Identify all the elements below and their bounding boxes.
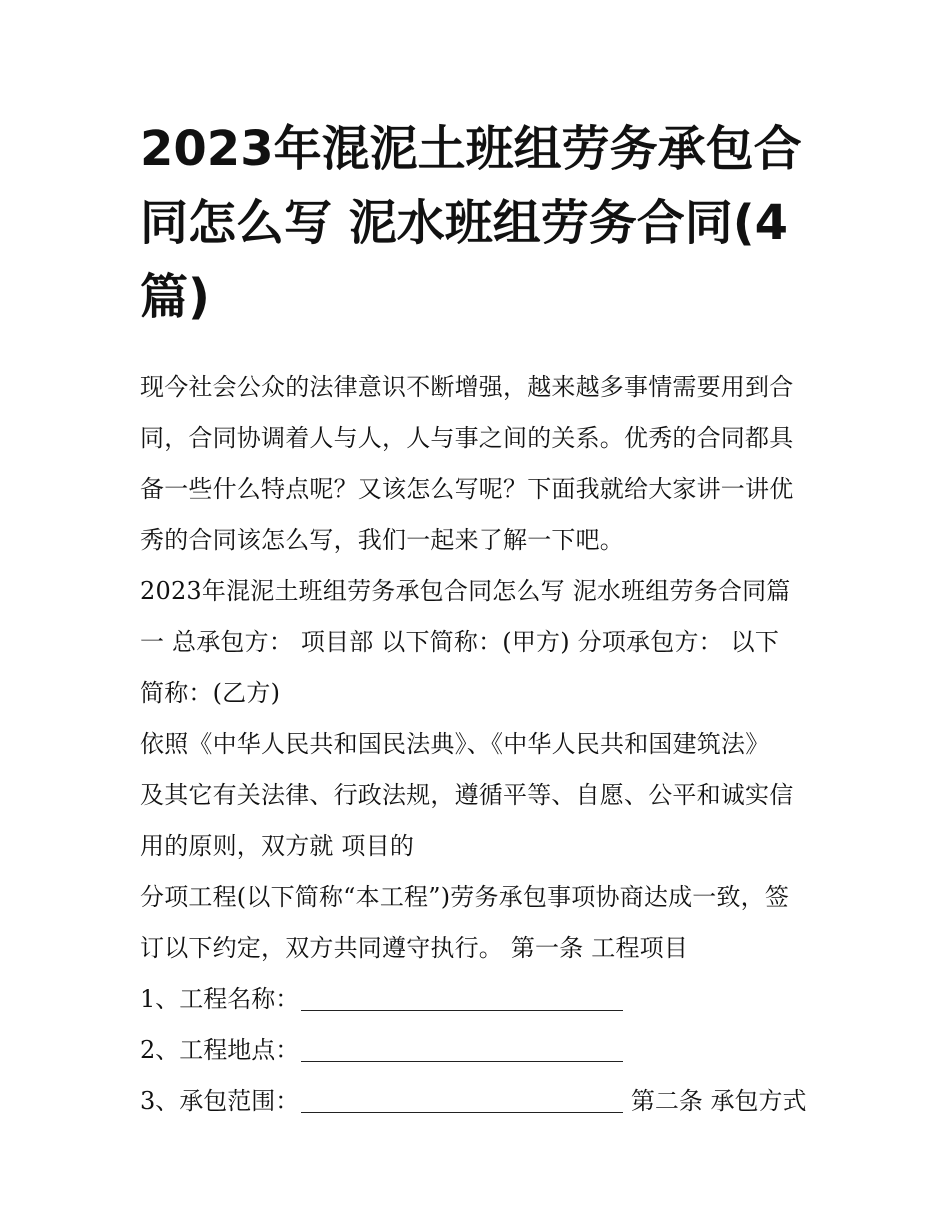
- fill-in-blank: [301, 1086, 623, 1113]
- contract-heading-line: 简称：(乙方): [140, 679, 281, 707]
- fill-in-blank: [301, 1035, 623, 1062]
- legal-basis-line: 用的原则，双方就 项目的: [140, 832, 415, 860]
- intro-line: 现今社会公众的法律意识不断增强，越来越多事情需要用到合: [140, 373, 794, 401]
- intro-line: 备一些什么特点呢？又该怎么写呢？下面我就给大家讲一讲优: [140, 475, 794, 503]
- document-title: [140, 112, 815, 334]
- agreement-line: 分项工程(以下简称“本工程”)劳务承包事项协商达成一致，签: [140, 883, 790, 911]
- project-name-field: [140, 974, 815, 1025]
- legal-basis-paragraph: [140, 719, 815, 872]
- field-label: 1、工程名称：: [140, 985, 300, 1013]
- field-label: 2、工程地点：: [140, 1036, 300, 1064]
- contract-scope-field: [140, 1076, 815, 1127]
- title-line: 同怎么写 泥水班组劳务合同(4: [140, 195, 789, 251]
- legal-basis-line: 及其它有关法律、行政法规，遵循平等、自愿、公平和诚实信: [140, 781, 794, 809]
- intro-paragraph: [140, 362, 815, 566]
- intro-line: 秀的合同该怎么写，我们一起来了解一下吧。: [140, 526, 624, 554]
- contract-heading-line: 一 总承包方： 项目部 以下简称：(甲方) 分项承包方： 以下: [140, 628, 780, 656]
- intro-line: 同，合同协调着人与人，人与事之间的关系。优秀的合同都具: [140, 424, 794, 452]
- title-line: 2023年混泥土班组劳务承包合: [140, 121, 802, 177]
- document-page: [140, 112, 815, 1127]
- field-label: 3、承包范围：: [140, 1087, 300, 1115]
- contract-heading-paragraph: [140, 566, 815, 719]
- contract-heading-line: 2023年混泥土班组劳务承包合同怎么写 泥水班组劳务合同篇: [140, 577, 791, 605]
- agreement-paragraph: [140, 872, 815, 974]
- title-line: 篇): [140, 269, 210, 325]
- legal-basis-line: 依照《中华人民共和国民法典》、《中华人民共和国建筑法》: [140, 730, 770, 758]
- fill-in-blank: [301, 984, 623, 1011]
- project-location-field: [140, 1025, 815, 1076]
- agreement-line: 订以下约定，双方共同遵守执行。 第一条 工程项目: [140, 934, 689, 962]
- next-article-heading: 第二条 承包方式: [623, 1087, 807, 1115]
